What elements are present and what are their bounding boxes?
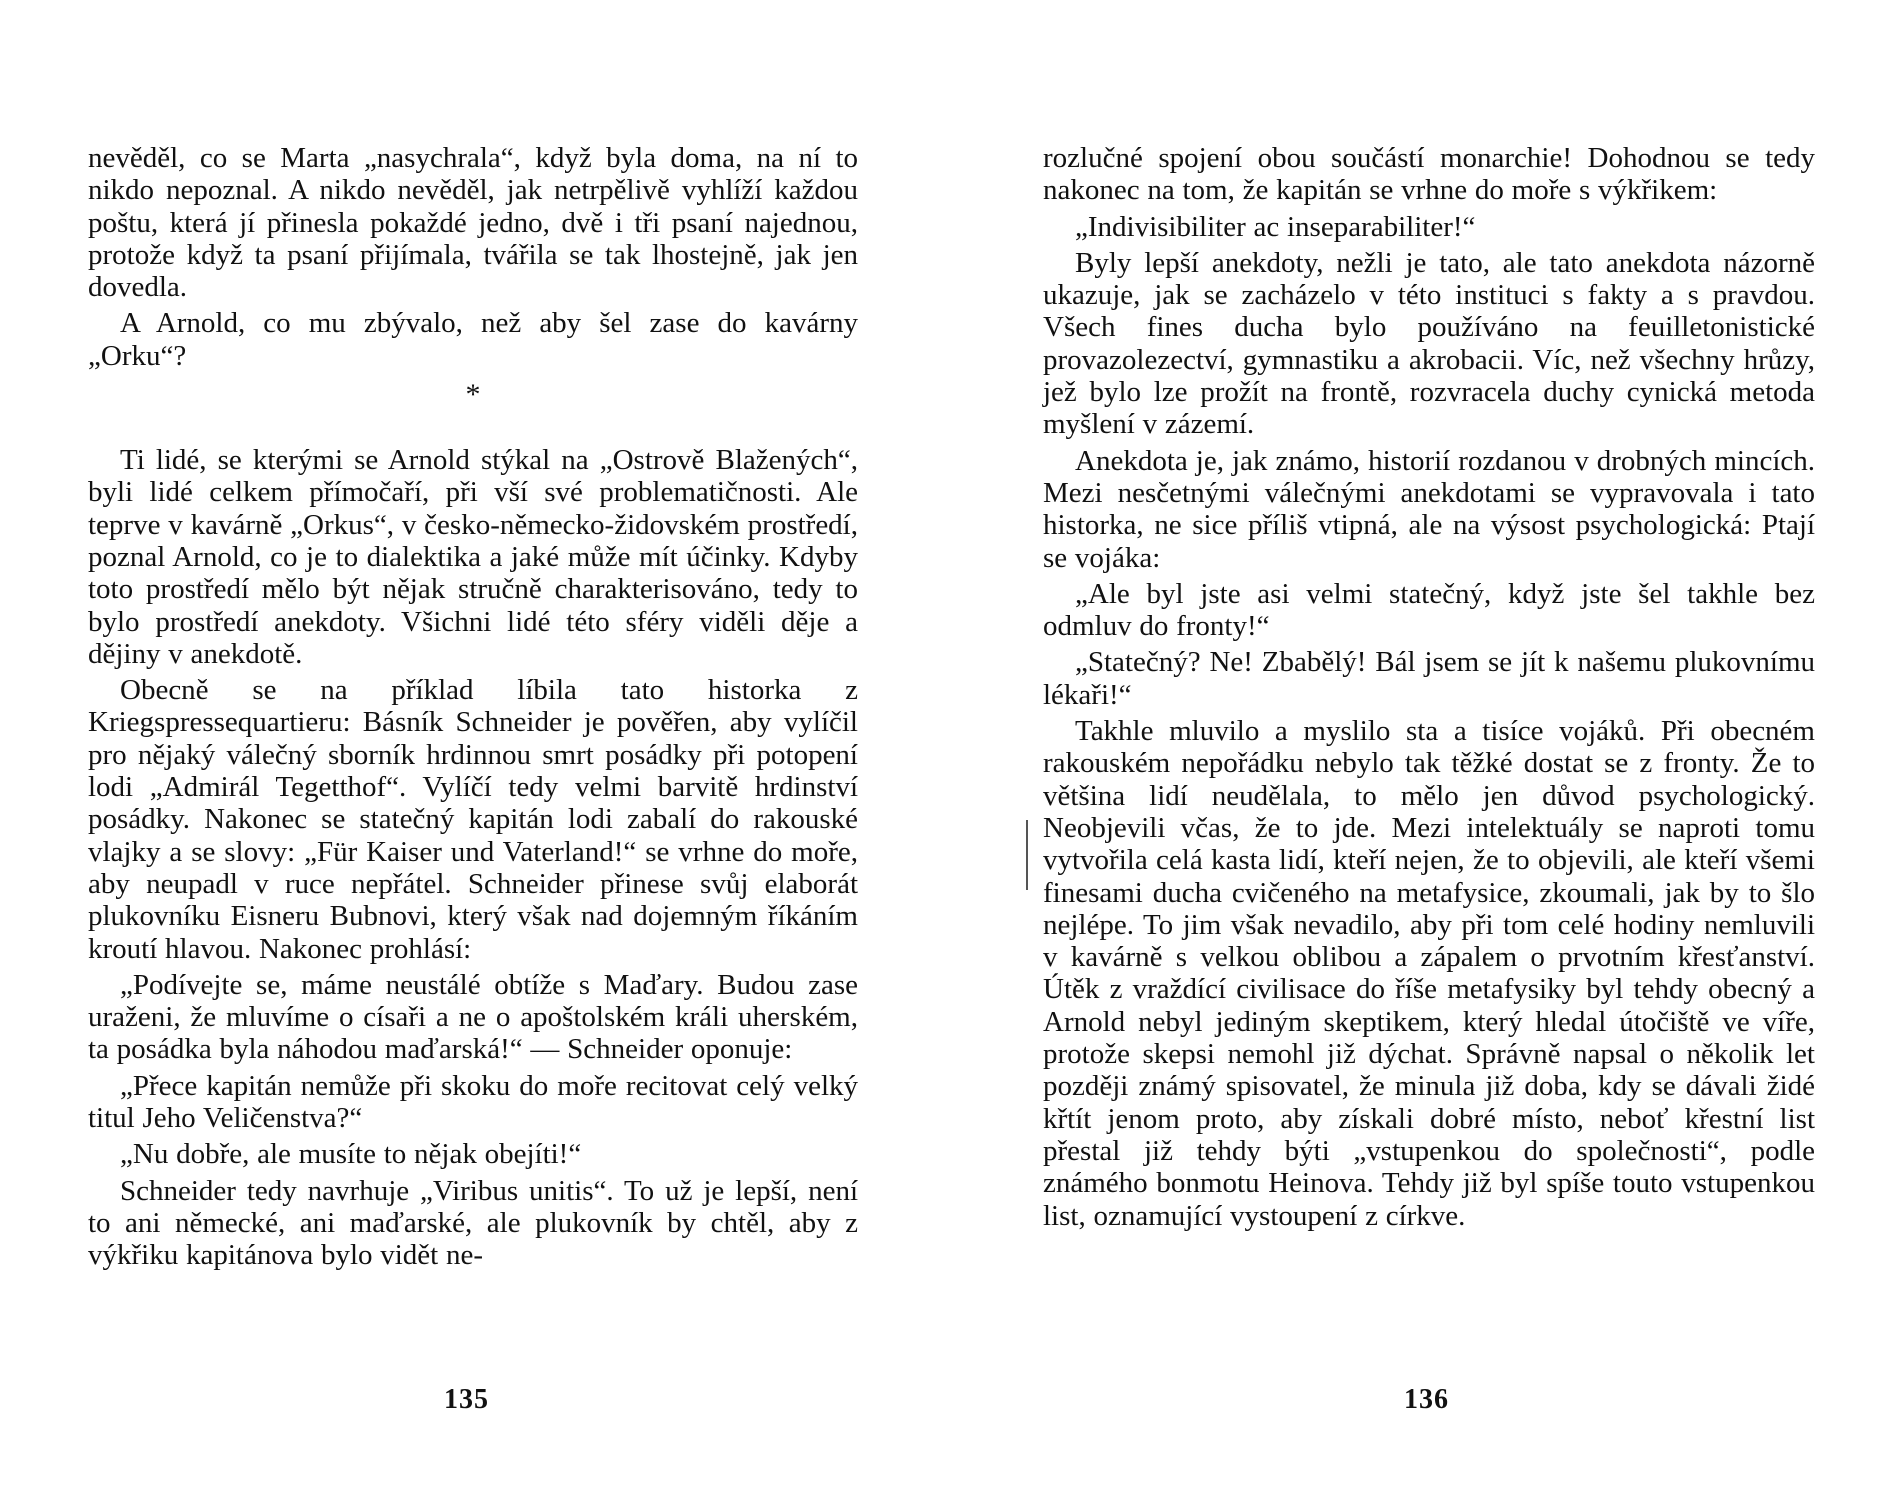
paragraph: Takhle mluvilo a myslilo sta a tisíce vojáků. Při obecném rakouském nepořádku nebylo tak těžké dostat se z fronty. Že to většina lidí neudělala, to mělo jen důvod psychologický. Neobjevili včas, že to jde. Mezi intelektuály se naproti tomu vytvořila celá kasta lidí, kteří nejen, že to objevili, ale kteří všemi finesami ducha cvičeného na metafysice, zkoumali, jak by to šlo nejlépe. To jim však nevadilo, aby při tom celé hodiny nemluvili v kavárně s velkou oblibou a zápalem o prvotním křesťanství. Útěk z vraždící civilisace do říše metafysiky byl tehdy obecný a Arnold nebyl jediným skeptikem, který hledal útočiště ve víře, protože skepsi nemohl již dýchat. Správně napsal o několik let později známý spisovatel, že minula již doba, kdy se dávali židé křtít jenom proto, aby získali dobré místo, neboť křestní list přestal již tehdy býti „vstupenkou do společnosti“, podle známého bonmotu Heinova. Tehdy již byl spíše touto vstupenkou list, oznamující vystoupení z církve. — [1043, 715, 1815, 1232]
paragraph: nevěděl, co se Marta „nasychrala“, když byla doma, na ní to nikdo nepoznal. A nikdo nevěděl, jak netrpělivě vyhlíží každou poštu, která jí přinesla pokaždé jedno, dvě i tři psaní najednou, protože když ta psaní přijímala, tvářila se tak lhostejně, jak jen dovedla. — [88, 142, 858, 304]
paragraph: Schneider tedy navrhuje „Viribus unitis“. To už je lepší, není to ani německé, ani maďarské, ale plukovník by chtěl, aby z výkřiku kapitánova bylo vidět ne- — [88, 1174, 858, 1272]
right-page — [941, 0, 1882, 1500]
paragraph: rozlučné spojení obou součástí monarchie! Dohodnou se tedy nakonec na tom, že kapitán se vrhne do moře s výkřikem: — [1043, 142, 1815, 207]
paragraph: Anekdota je, jak známo, historií rozdanou v drobných mincích. Mezi nesčetnými válečnými anekdotami se vypravovala i tato historka, ne sice příliš vtipná, ale na výsost psychologická: Ptají se vojáka: — [1043, 444, 1815, 574]
paragraph: A Arnold, co mu zbývalo, než aby šel zase do kavárny „Orku“? — [88, 307, 858, 372]
page-number: 136 — [1404, 1384, 1449, 1415]
paragraph: „Statečný? Ne! Zbabělý! Bál jsem se jít k našemu plukovnímu lékaři!“ — [1043, 646, 1815, 711]
page-number: 135 — [444, 1384, 489, 1415]
left-page-text — [88, 142, 858, 1276]
paragraph: „Indivisibiliter ac inseparabiliter!“ — [1075, 210, 1476, 243]
paragraph: „Podívejte se, máme neustálé obtíže s Maďary. Budou zase uraženi, že mluvíme o císaři a ne o apoštolském králi uherském, ta posádka byla náhodou maďarská!“ — Schneider oponuje: — [88, 968, 858, 1066]
paragraph: Obecně se na příklad líbila tato historka z Kriegspressequartieru: Básník Schneider je pověřen, aby vylíčil pro nějaký válečný sborník hrdinnou smrt posádky při potopení lodi „Admirál Tegetthof“. Vylíčí tedy velmi barvitě hrdinství posádky. Nakonec se statečný kapitán lodi zabalí do rakouské vlajky a se slovy: „Für Kaiser und Vaterland!“ se vrhne do moře, aby neupadl v ruce nepřátel. Schneider přinese svůj elaborát plukovníku Eisneru Bubnovi, který však nad dojemným říkáním kroutí hlavou. Nakonec prohlásí: — [88, 674, 858, 965]
paragraph: „Nu dobře, ale musíte to nějak obejíti!“ — [120, 1138, 582, 1171]
paragraph: Byly lepší anekdoty, nežli je tato, ale tato anekdota názorně ukazuje, jak se zacházelo v této instituci s fakty a s pravdou. Všech fines ducha bylo používáno na feuilletonistické provazolezectví, gymnastiku a akrobacii. Víc, než všechny hrůzy, jež bylo lze prožít na frontě, rozvracela duchy cynická metoda myšlení v zázemí. — [1043, 246, 1815, 441]
right-page-text — [1043, 142, 1815, 1236]
margin-mark — [1026, 820, 1028, 890]
paragraph: „Přece kapitán nemůže při skoku do moře recitovat celý velký titul Jeho Veličenstva?“ — [88, 1069, 858, 1135]
paragraph: „Ale byl jste asi velmi statečný, když jste šel takhle bez odmluv do fronty!“ — [1043, 577, 1815, 643]
paragraph: Ti lidé, se kterými se Arnold stýkal na „Ostrově Blažených“, byli lidé celkem přímočaří, při vší své problematičnosti. Ale teprve v kavárně „Orkus“, v česko-německo-židovském prostředí, poznal Arnold, co je to dialektika a jaké může mít účinky. Kdyby toto prostředí mělo být nějak stručně charakterisováno, tedy to bylo prostředí anekdoty. Všichni lidé této sféry viděli děje a dějiny v anekdotě. — [88, 444, 858, 670]
section-separator: * — [465, 378, 481, 412]
